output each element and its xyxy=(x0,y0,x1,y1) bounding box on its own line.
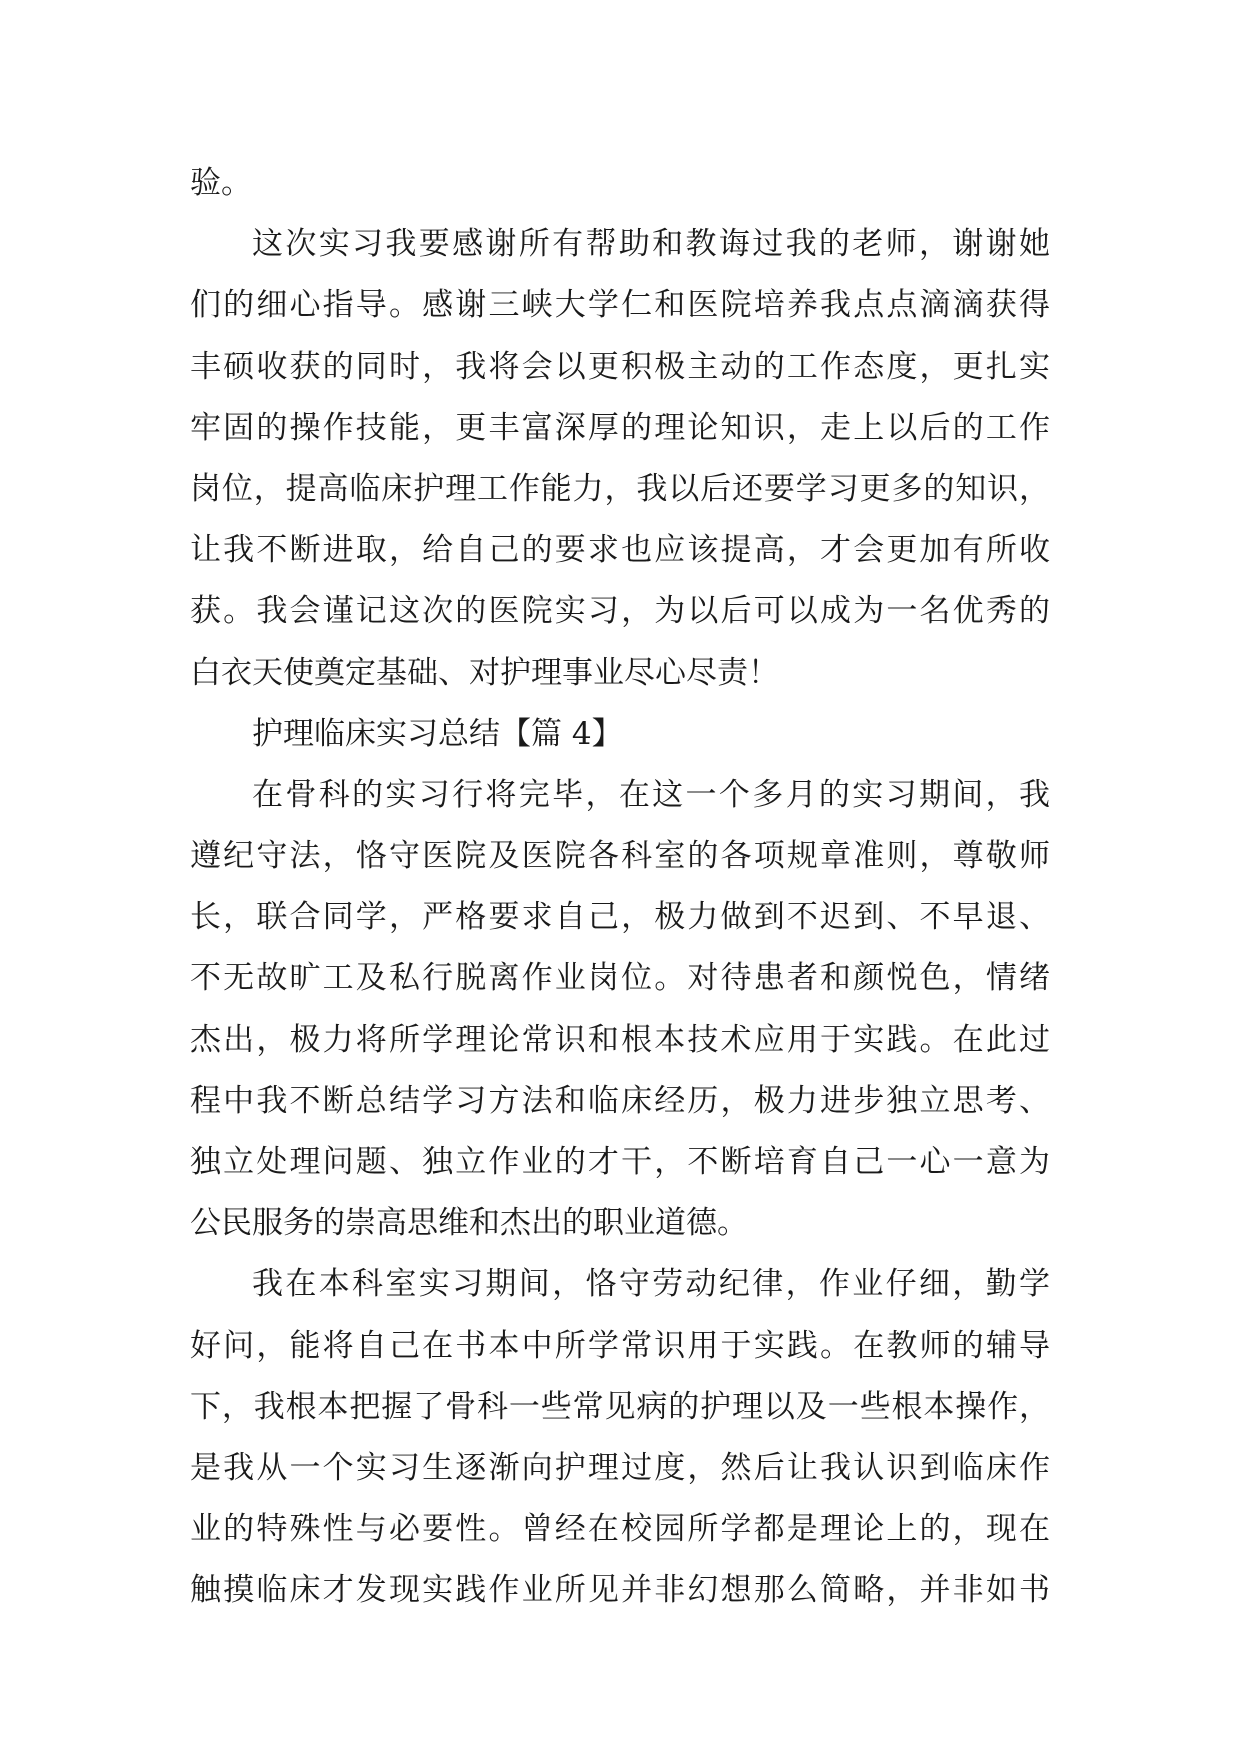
text-line: 是我从一个实习生逐渐向护理过度，然后让我认识到临床作 xyxy=(190,1449,1050,1486)
text-line: 让我不断进取，给自己的要求也应该提高，才会更加有所收 xyxy=(190,532,1050,569)
text-line: 们的细心指导。感谢三峡大学仁和医院培养我点点滴滴获得 xyxy=(190,287,1050,324)
text-line: 程中我不断总结学习方法和临床经历，极力进步独立思考、 xyxy=(190,1082,1050,1119)
text-line: 岗位，提高临床护理工作能力，我以后还要学习更多的知识， xyxy=(190,470,1050,507)
text-line: 好问，能将自己在书本中所学常识用于实践。在教师的辅导 xyxy=(190,1327,1050,1364)
text-line: 不无故旷工及私行脱离作业岗位。对待患者和颜悦色，情绪 xyxy=(190,960,1050,997)
text-line: 长，联合同学，严格要求自己，极力做到不迟到、不早退、 xyxy=(190,899,1050,936)
text-line: 我在本科室实习期间，恪守劳动纪律，作业仔细，勤学 xyxy=(252,1266,1050,1303)
text-line: 遵纪守法，恪守医院及医院各科室的各项规章准则，尊敬师 xyxy=(190,838,1050,875)
text-line: 业的特殊性与必要性。曾经在校园所学都是理论上的，现在 xyxy=(190,1511,1050,1548)
text-line: 白衣天使奠定基础、对护理事业尽心尽责！ xyxy=(190,654,779,691)
text-line: 护理临床实习总结【篇 4】 xyxy=(252,715,623,752)
document-body xyxy=(190,153,1050,1622)
text-line: 在骨科的实习行将完毕，在这一个多月的实习期间，我 xyxy=(252,776,1050,813)
text-line: 这次实习我要感谢所有帮助和教诲过我的老师，谢谢她 xyxy=(252,226,1050,263)
text-line: 杰出，极力将所学理论常识和根本技术应用于实践。在此过 xyxy=(190,1021,1050,1058)
text-line: 下，我根本把握了骨科一些常见病的护理以及一些根本操作， xyxy=(190,1388,1050,1425)
text-line: 丰硕收获的同时，我将会以更积极主动的工作态度，更扎实 xyxy=(190,348,1050,385)
text-line: 独立处理问题、独立作业的才干，不断培育自己一心一意为 xyxy=(190,1144,1050,1180)
text-line: 获。我会谨记这次的医院实习，为以后可以成为一名优秀的 xyxy=(190,593,1050,630)
text-line: 验。 xyxy=(190,165,252,201)
text-line: 触摸临床才发现实践作业所见并非幻想那么简略，并非如书 xyxy=(190,1572,1050,1609)
text-line: 牢固的操作技能，更丰富深厚的理论知识，走上以后的工作 xyxy=(190,409,1050,446)
text-line: 公民服务的崇高思维和杰出的职业道德。 xyxy=(190,1205,748,1242)
